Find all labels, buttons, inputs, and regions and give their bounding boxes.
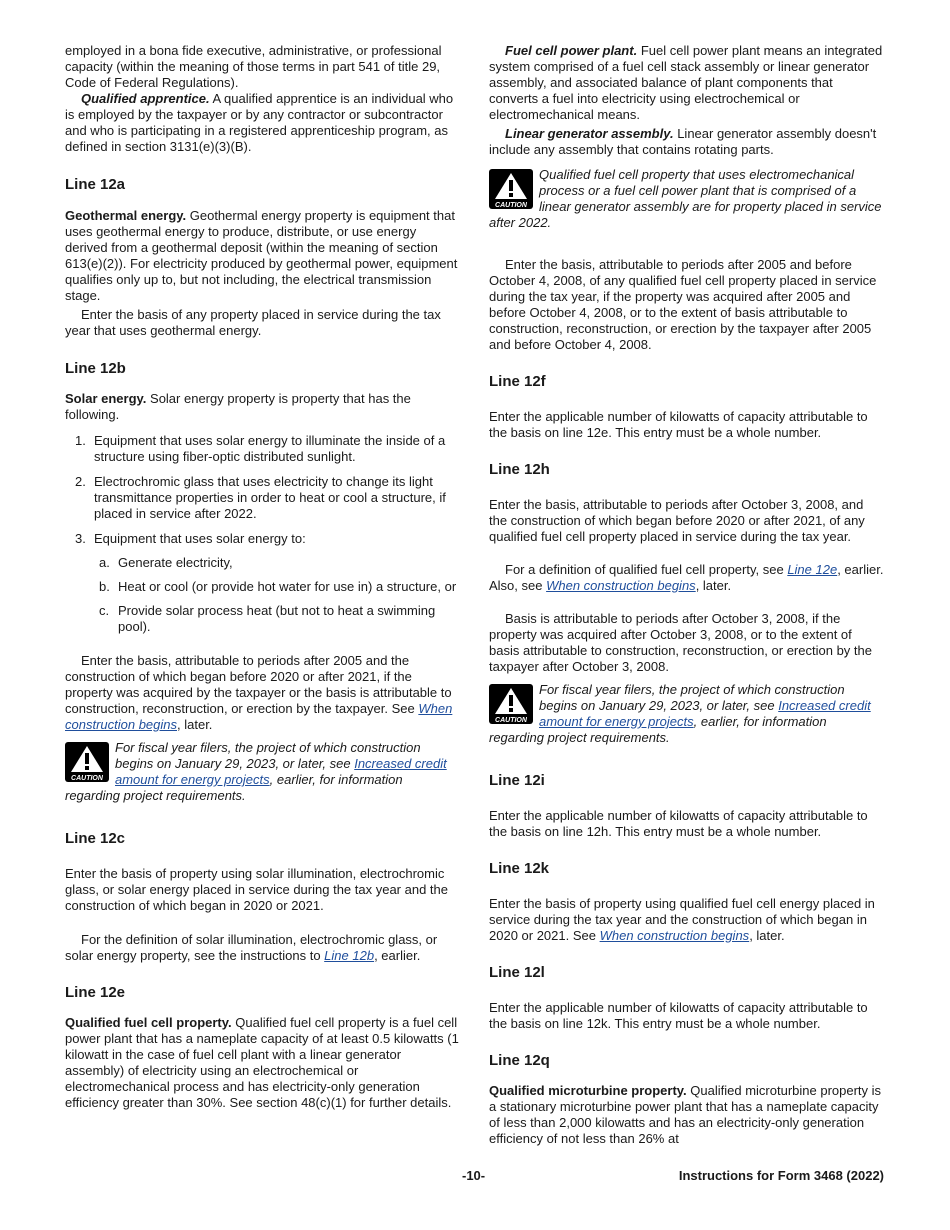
solar-paragraph: Solar energy. Solar energy property is property that has the following. xyxy=(65,391,411,422)
line-12h-paragraph: Enter the basis, attributable to periods after October 3, 2008, and the construction of which began before 2020 or after 2021, of any qualified fuel cell property placed in service during the tax year. xyxy=(489,497,865,544)
linear-generator-paragraph: Linear generator assembly. Linear generator assembly doesn't include any assembly that contains rotating parts. xyxy=(489,126,877,157)
heading-line-12l: Line 12l xyxy=(489,964,545,981)
svg-text:CAUTION: CAUTION xyxy=(495,202,527,209)
caution-note xyxy=(489,682,885,746)
left-column xyxy=(65,43,461,1111)
fuel-cell-power-plant-paragraph: Fuel cell power plant. Fuel cell power plant means an integrated system comprised of a fuel cell stack assembly or linear generator assembly, and associated balance of plant components that converts a fuel into electricity using electrochemical or electromechanical means. xyxy=(489,43,883,122)
line-12c-paragraph: Enter the basis of property using solar illumination, electrochromic glass, or solar energy placed in service during the tax year and the construction of which began in 2020 or 2021. xyxy=(65,866,448,913)
solar-list xyxy=(65,433,461,547)
line-12k-paragraph: Enter the basis of property using qualified fuel cell energy placed in service during the tax year and the construction of which began in 2020 or 2021. See When construction begins, later. xyxy=(489,896,875,943)
fuel-cell-paragraph: Qualified fuel cell property. Qualified fuel cell property is a fuel cell power plant that has a nameplate capacity of at least 0.5 kilowatts (1 kilowatt in the case of fuel cell plant with a linear generator assembly) of electricity using an electrochemical or electromechanical process and has electricity-only generation efficiency greater than 30%. See section 48(c)(1) for further details. xyxy=(65,1015,459,1110)
paragraph-continued: employed in a bona fide executive, administrative, or professional capacity (within the meaning of those terms in part 541 of title 29, Code of Federal Regulations). xyxy=(65,43,442,90)
heading-line-12f: Line 12f xyxy=(489,373,546,390)
line-12h-basis: Basis is attributable to periods after October 3, 2008, if the property was acquired after October 3, 2008, or to the extent of basis attributable to construction, reconstruction, or erection by the taxpayer after October 3, 2008. xyxy=(489,611,872,674)
line-12c-definition: For the definition of solar illumination, electrochromic glass, or solar energy property, see the instructions to Line 12b, earlier. xyxy=(65,932,438,963)
caution-icon xyxy=(489,684,533,724)
caution-note xyxy=(489,167,885,231)
heading-line-12i: Line 12i xyxy=(489,772,545,789)
caution-icon xyxy=(489,169,533,209)
caution-note xyxy=(65,740,461,804)
heading-line-12e: Line 12e xyxy=(65,984,126,1001)
caution-text: For fiscal year filers, the project of which construction begins on January 29, 2023, or later, see Increased credit amount for energy projects, earlier, for information regarding project requirements. xyxy=(489,682,871,745)
list-item: 3. Equipment that uses solar energy to: xyxy=(75,531,306,546)
increased-credit-link[interactable]: Increased credit amount for energy projects xyxy=(115,756,447,787)
qualified-apprentice-paragraph: Qualified apprentice. A qualified apprentice is an individual who is employed by the taxpayer or by any contractor or subcontractor and who is participating in a registered apprenticeship program, as defined in section 3131(e)(3)(B). xyxy=(65,91,454,154)
heading-line-12k: Line 12k xyxy=(489,860,550,877)
increased-credit-link[interactable]: Increased credit amount for energy projects xyxy=(539,698,871,729)
svg-text:CAUTION: CAUTION xyxy=(71,775,103,782)
when-construction-begins-link[interactable]: When construction begins xyxy=(599,928,750,943)
heading-line-12b: Line 12b xyxy=(65,360,126,377)
solar-sublist xyxy=(65,555,461,635)
heading-line-12q: Line 12q xyxy=(489,1052,550,1069)
solar-enter-paragraph: Enter the basis, attributable to periods after 2005 and the construction of which began before 2020 or after 2021, if the property was acquired by the taxpayer or the basis is attributable to construction, reconstruction, or erection by the taxpayer. See When construction begins, later. xyxy=(65,653,453,732)
geothermal-enter-paragraph: Enter the basis of any property placed in service during the tax year that uses geothermal energy. xyxy=(65,307,441,338)
svg-text:CAUTION: CAUTION xyxy=(495,717,527,724)
geothermal-paragraph: Geothermal energy. Geothermal energy property is equipment that uses geothermal energy to produce, distribute, or use energy derived from a geothermal deposit (within the meaning of section 613(e)(2)). For electricity produced by geothermal power, equipment qualifies only up to, but not including, the electrical transmission stage. xyxy=(65,208,458,303)
line-12e-link[interactable]: Line 12e xyxy=(787,562,838,577)
line-12i-paragraph: Enter the applicable number of kilowatts of capacity attributable to the basis on line 12h. This entry must be a whole number. xyxy=(489,808,868,839)
list-item: 1. Equipment that uses solar energy to illuminate the inside of a structure using fiber-optic distributed sunlight. xyxy=(75,433,446,464)
caution-icon xyxy=(65,742,109,782)
list-item: a. Generate electricity, xyxy=(99,555,233,570)
caution-text: Qualified fuel cell property that uses electromechanical process or a fuel cell power plant that is comprised of a linear generator assembly are for property placed in service after 2022. xyxy=(489,167,882,230)
microturbine-paragraph: Qualified microturbine property. Qualified microturbine property is a stationary microturbine power plant that has a nameplate capacity of less than 2,000 kilowatts and has an electricity-only generation efficiency of not less than 26% at xyxy=(489,1083,882,1146)
line-12b-link[interactable]: Line 12b xyxy=(324,948,375,963)
list-item: c. Provide solar process heat (but not to heat a swimming pool). xyxy=(99,603,436,634)
right-column xyxy=(489,43,885,1147)
line-12f-paragraph: Enter the applicable number of kilowatts of capacity attributable to the basis on line 12e. This entry must be a whole number. xyxy=(489,409,868,440)
list-item: 2. Electrochromic glass that uses electricity to change its light transmittance properties in order to heat or cool a structure, if placed in service after 2022. xyxy=(75,474,446,521)
caution-text: For fiscal year filers, the project of which construction begins on January 29, 2023, or later, see Increased credit amount for energy projects, earlier, for information regarding project requirements. xyxy=(65,740,447,803)
document-title: Instructions for Form 3468 (2022) xyxy=(678,1168,884,1183)
list-item: b. Heat or cool (or provide hot water for use in) a structure, or xyxy=(99,579,457,594)
heading-line-12h: Line 12h xyxy=(489,461,550,478)
heading-line-12a: Line 12a xyxy=(65,176,126,193)
page-number: -10- xyxy=(462,1168,486,1183)
when-construction-begins-link[interactable]: When construction begins xyxy=(546,578,696,593)
line-12e-enter-paragraph: Enter the basis, attributable to periods after 2005 and before October 4, 2008, of any qualified fuel cell property placed in service during the tax year, if the property was acquired after 2005 and before October 4, 2008, or to the extent of basis attributable to construction, reconstruction, or erection by the taxpayer after 2005 and before October 4, 2008. xyxy=(489,257,877,352)
line-12h-definition: For a definition of qualified fuel cell property, see Line 12e, earlier. Also, see When construction begins, later. xyxy=(489,562,884,593)
when-construction-begins-link[interactable]: When construction begins xyxy=(65,701,453,732)
heading-line-12c: Line 12c xyxy=(65,830,126,847)
line-12l-paragraph: Enter the applicable number of kilowatts of capacity attributable to the basis on line 12k. This entry must be a whole number. xyxy=(489,1000,868,1031)
